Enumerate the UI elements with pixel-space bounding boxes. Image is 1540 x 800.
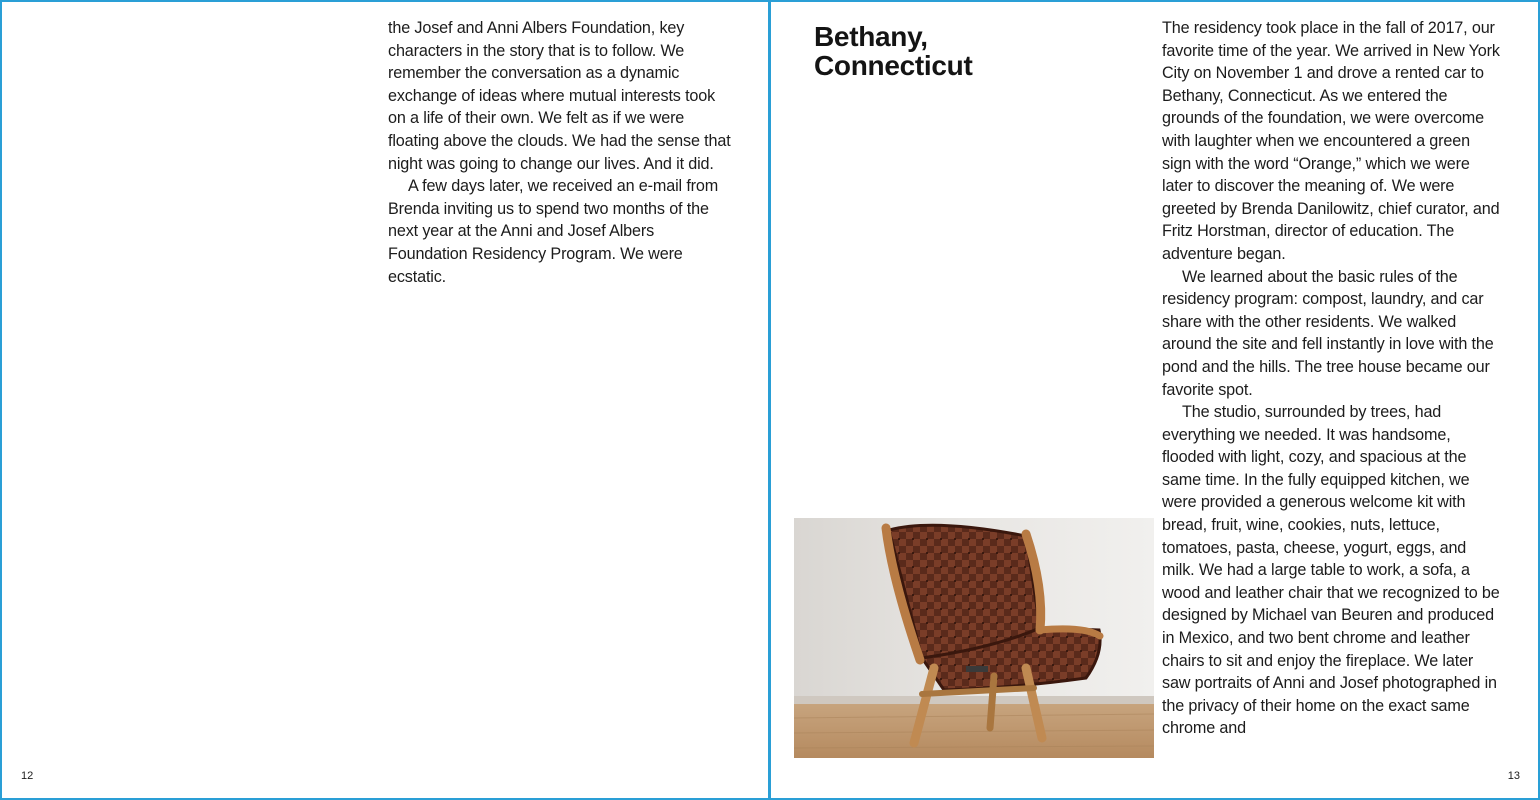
heading-line-1: Bethany, <box>814 21 928 52</box>
page-number-left: 12 <box>21 770 34 782</box>
right-paragraph-1: The residency took place in the fall of 2017, our favorite time of the year. We arrived in New York City on November 1 and drove a rented car to Bethany, Connecticut. As we entered the grounds of the foundation, we were overcome with laughter when we encountered a green sign with the word “Orange,” which we were later to discover the meaning of. We were greeted by Brenda Danilowitz, chief curator, and Fritz Horstman, director of education. The adventure began. <box>1162 19 1500 263</box>
left-paragraph-2: A few days later, we received an e-mail from Brenda inviting us to spend two months of the next year at the Anni and Josef Albers Foundation Residency Program. We were ecstatic. <box>388 177 719 286</box>
right-paragraph-3: The studio, surrounded by trees, had everything we needed. It was handsome, flooded with light, cozy, and spacious at the same time. In the fully equipped kitchen, we were provided a generous welcome kit with bread, fruit, wine, cookies, nuts, lettuce, tomatoes, pasta, cheese, yogurt, eggs, and milk. We had a large table to work, a sofa, a wood and leather chair that we recognized to be designed by Michael van Beuren and produced in Mexico, and two bent chrome and leather chairs to sit and enjoy the fireplace. We later saw portraits of Anni and Josef photographed in the privacy of their home on the exact same chrome and <box>1162 403 1500 738</box>
right-page <box>770 0 1540 800</box>
page-number-right: 13 <box>1507 770 1520 782</box>
left-paragraph-1: the Josef and Anni Albers Foundation, key characters in the story that is to follow. We remember the conversation as a dynamic exchange of ideas where mutual interests took on a life of their own. We felt as if we were floating above the clouds. We had the sense that night was going to change our lives. And it did. <box>388 19 731 173</box>
chair-photo <box>794 518 1154 758</box>
left-page-body <box>388 17 733 288</box>
right-page-body <box>1162 17 1502 740</box>
chair-photo-image <box>794 518 1154 758</box>
section-heading <box>814 22 1114 80</box>
right-paragraph-2: We learned about the basic rules of the residency program: compost, laundry, and car share with the other residents. We walked around the site and fell instantly in love with the pond and the hills. The tree house became our favorite spot. <box>1162 267 1494 399</box>
heading-line-2: Connecticut <box>814 50 973 81</box>
